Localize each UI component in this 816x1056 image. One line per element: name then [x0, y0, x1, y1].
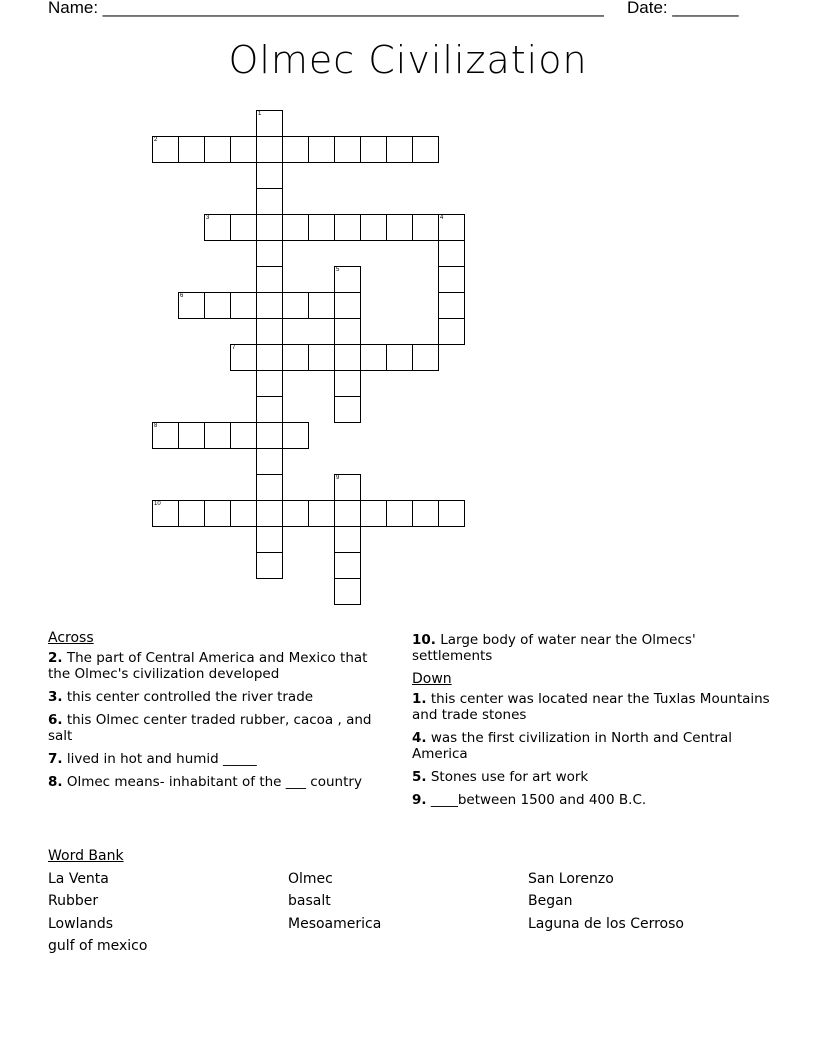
word-bank-item: La Venta [48, 871, 109, 887]
crossword-cell[interactable] [230, 344, 257, 371]
crossword-cell[interactable] [334, 292, 361, 319]
crossword-cell[interactable] [334, 552, 361, 579]
crossword-cell[interactable] [308, 136, 335, 163]
crossword-cell[interactable] [256, 266, 283, 293]
across-clue-7: 7. lived in hot and humid _____ [48, 751, 257, 767]
crossword-cell[interactable] [204, 136, 231, 163]
crossword-cell[interactable] [282, 136, 309, 163]
crossword-cell[interactable] [360, 136, 387, 163]
crossword-cell[interactable] [256, 214, 283, 241]
crossword-cell[interactable] [360, 214, 387, 241]
crossword-cell[interactable] [282, 500, 309, 527]
crossword-cell[interactable] [256, 552, 283, 579]
crossword-cell[interactable] [256, 110, 283, 137]
across-clue-8: 8. Olmec means- inhabitant of the ___ country [48, 774, 362, 790]
name-field-label: Name: _____________________________________________________ [48, 0, 604, 17]
crossword-cell[interactable] [334, 370, 361, 397]
crossword-cell[interactable] [334, 344, 361, 371]
clue-number: 1 [258, 111, 262, 117]
word-bank-item: Began [528, 893, 573, 909]
across-clue-3: 3. this center controlled the river trade [48, 689, 314, 705]
crossword-cell[interactable] [334, 500, 361, 527]
crossword-cell[interactable] [256, 500, 283, 527]
crossword-cell[interactable] [204, 500, 231, 527]
crossword-cell[interactable] [386, 214, 413, 241]
crossword-cell[interactable] [360, 500, 387, 527]
crossword-cell[interactable] [308, 292, 335, 319]
crossword-cell[interactable] [308, 344, 335, 371]
word-bank-item: Olmec [288, 871, 333, 887]
date-field-label: Date: _______ [627, 0, 739, 17]
crossword-cell[interactable] [412, 136, 439, 163]
clue-number: 5 [336, 267, 340, 273]
crossword-cell[interactable] [334, 474, 361, 501]
crossword-cell[interactable] [256, 136, 283, 163]
crossword-cell[interactable] [334, 318, 361, 345]
crossword-cell[interactable] [230, 422, 257, 449]
crossword-cell[interactable] [438, 240, 465, 267]
crossword-cell[interactable] [230, 136, 257, 163]
down-clue-5: 5. Stones use for art work [412, 769, 589, 785]
crossword-cell[interactable] [438, 214, 465, 241]
down-clue-9: 9. ____between 1500 and 400 B.C. [412, 792, 647, 808]
word-bank-item: San Lorenzo [528, 871, 614, 887]
clue-number: 7 [232, 345, 236, 351]
crossword-cell[interactable] [308, 214, 335, 241]
clue-number: 8 [154, 423, 158, 429]
across-clue-6: 6. this Olmec center traded rubber, cacoa , and salt [48, 712, 372, 744]
clue-number: 2 [154, 137, 158, 143]
crossword-cell[interactable] [334, 526, 361, 553]
crossword-cell[interactable] [386, 136, 413, 163]
crossword-cell[interactable] [178, 422, 205, 449]
crossword-cell[interactable] [256, 188, 283, 215]
crossword-cell[interactable] [256, 292, 283, 319]
crossword-cell[interactable] [256, 396, 283, 423]
clue-number: 3 [206, 215, 210, 221]
crossword-cell[interactable] [256, 344, 283, 371]
crossword-cell[interactable] [204, 292, 231, 319]
crossword-cell[interactable] [308, 500, 335, 527]
crossword-cell[interactable] [256, 526, 283, 553]
crossword-cell[interactable] [360, 344, 387, 371]
crossword-cell[interactable] [256, 318, 283, 345]
crossword-cell[interactable] [152, 136, 179, 163]
word-bank-item: Mesoamerica [288, 916, 382, 932]
across-clues [48, 630, 378, 797]
crossword-cell[interactable] [386, 344, 413, 371]
across-heading: Across [48, 630, 94, 646]
crossword-cell[interactable] [438, 266, 465, 293]
crossword-cell[interactable] [438, 500, 465, 527]
crossword-cell[interactable] [256, 448, 283, 475]
clue-number: 4 [440, 215, 444, 221]
crossword-cell[interactable] [282, 214, 309, 241]
crossword-cell[interactable] [412, 500, 439, 527]
crossword-cell[interactable] [438, 292, 465, 319]
word-bank-heading: Word Bank [48, 848, 124, 864]
crossword-cell[interactable] [334, 578, 361, 605]
crossword-cell[interactable] [256, 422, 283, 449]
word-bank-item: Lowlands [48, 916, 114, 932]
word-bank-item: Laguna de los Cerroso [528, 916, 684, 932]
crossword-cell[interactable] [256, 474, 283, 501]
down-clue-4: 4. was the first civilization in North and Central America [412, 730, 733, 762]
clue-number: 9 [336, 475, 340, 481]
crossword-cell[interactable] [438, 318, 465, 345]
crossword-cell[interactable] [334, 266, 361, 293]
clue-number: 6 [180, 293, 184, 299]
crossword-cell[interactable] [152, 422, 179, 449]
word-bank-item: gulf of mexico [48, 938, 148, 954]
crossword-cell[interactable] [256, 240, 283, 267]
crossword-cell[interactable] [334, 136, 361, 163]
right-clues [412, 632, 772, 815]
crossword-cell[interactable] [152, 500, 179, 527]
word-bank-item: Rubber [48, 893, 99, 909]
crossword-cell[interactable] [256, 370, 283, 397]
crossword-cell[interactable] [282, 422, 309, 449]
crossword-cell[interactable] [282, 344, 309, 371]
crossword-cell[interactable] [334, 214, 361, 241]
crossword-cell[interactable] [412, 214, 439, 241]
down-clue-1: 1. this center was located near the Tuxlas Mountains and trade stones [412, 691, 770, 723]
down-heading: Down [412, 671, 452, 687]
crossword-cell[interactable] [386, 500, 413, 527]
crossword-cell[interactable] [282, 292, 309, 319]
crossword-cell[interactable] [204, 214, 231, 241]
crossword-cell[interactable] [334, 396, 361, 423]
across-clue-2: 2. The part of Central America and Mexico that the Olmec's civilization developed [48, 650, 368, 682]
crossword-cell[interactable] [178, 136, 205, 163]
word-bank-item: basalt [288, 893, 331, 909]
across-clue-10: 10. Large body of water near the Olmecs' settlements [412, 632, 696, 664]
crossword-cell[interactable] [230, 214, 257, 241]
crossword-cell[interactable] [204, 422, 231, 449]
crossword-cell[interactable] [178, 292, 205, 319]
crossword-cell[interactable] [230, 500, 257, 527]
crossword-cell[interactable] [230, 292, 257, 319]
crossword-cell[interactable] [256, 162, 283, 189]
page-title: Olmec Civilization [228, 38, 588, 82]
crossword-cell[interactable] [412, 344, 439, 371]
crossword-cell[interactable] [178, 500, 205, 527]
clue-number: 10 [154, 501, 161, 507]
